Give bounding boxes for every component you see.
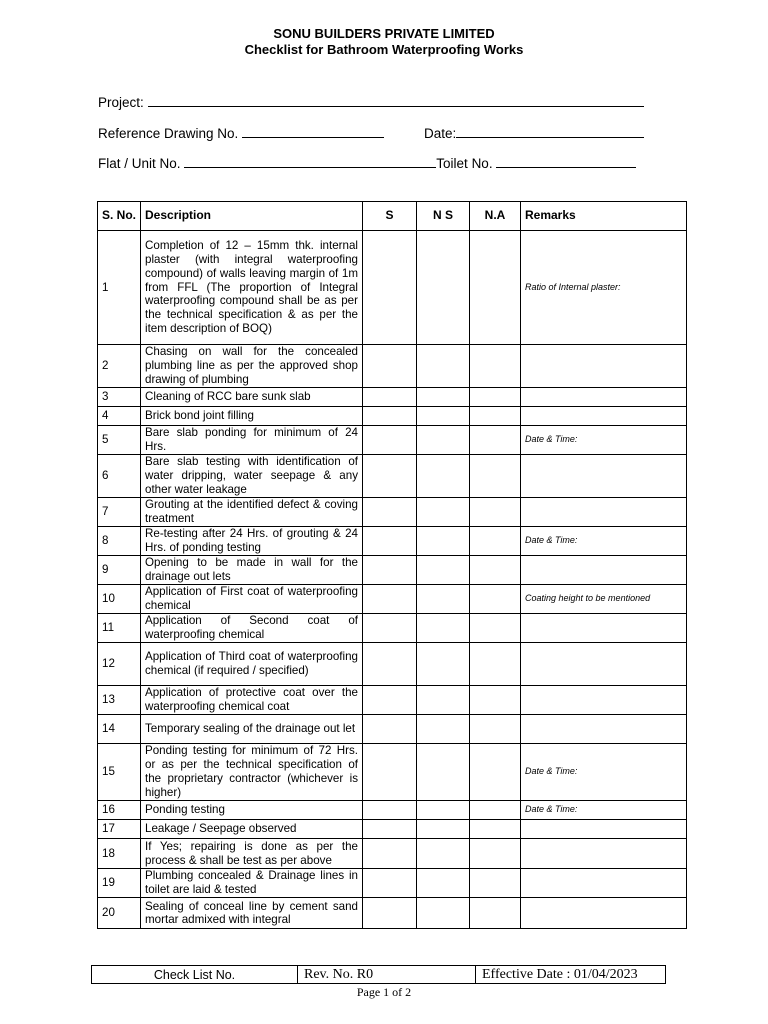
table-row <box>98 820 687 839</box>
row-description: Ponding testing <box>141 801 363 820</box>
row-number: 2 <box>98 345 141 388</box>
table-row <box>98 686 687 715</box>
status-s-cell[interactable] <box>363 643 417 686</box>
status-na-cell[interactable] <box>470 686 521 715</box>
status-na-cell[interactable] <box>470 498 521 527</box>
row-description: Completion of 12 – 15mm thk. internal plaster (with integral waterproofing compound) of walls leaving margin of 1m from FFL (The proportion of Integral waterproofing compound shall be as per the technical specification & as per the item description of BOQ) <box>141 231 363 345</box>
status-ns-cell[interactable] <box>417 231 470 345</box>
project-blank-line <box>148 94 644 107</box>
status-na-cell[interactable] <box>470 231 521 345</box>
remarks-cell[interactable] <box>521 869 687 898</box>
status-s-cell[interactable] <box>363 869 417 898</box>
row-description: Application of Second coat of waterproofing chemical <box>141 614 363 643</box>
date-field <box>424 125 644 141</box>
row-description: If Yes; repairing is done as per the process & shall be test as per above <box>141 839 363 869</box>
status-ns-cell[interactable] <box>417 345 470 388</box>
table-row <box>98 744 687 801</box>
status-ns-cell[interactable] <box>417 820 470 839</box>
document-title: Checklist for Bathroom Waterproofing Works <box>244 42 524 57</box>
status-ns-cell[interactable] <box>417 407 470 426</box>
status-na-cell[interactable] <box>470 869 521 898</box>
status-ns-cell[interactable] <box>417 455 470 498</box>
remarks-cell[interactable]: Date & Time: <box>521 744 687 801</box>
status-s-cell[interactable] <box>363 614 417 643</box>
row-description: Opening to be made in wall for the drainage out lets <box>141 556 363 585</box>
row-description: Application of First coat of waterproofing chemical <box>141 585 363 614</box>
row-description-text: Sealing of conceal line by cement sand mortar admixed with integral <box>145 899 358 927</box>
remarks-cell[interactable]: Date & Time: <box>521 527 687 556</box>
project-field <box>98 94 644 110</box>
date-label: Date: <box>424 126 457 141</box>
row-number: 14 <box>98 715 141 744</box>
table-row <box>98 614 687 643</box>
row-description: Application of Third coat of waterproofing chemical (if required / specified) <box>141 643 363 686</box>
table-row <box>98 715 687 744</box>
status-na-cell[interactable] <box>470 426 521 455</box>
row-description: Plumbing concealed & Drainage lines in toilet are laid & tested <box>141 869 363 898</box>
status-ns-cell[interactable] <box>417 715 470 744</box>
row-number: 16 <box>98 801 141 820</box>
row-description: Application of protective coat over the waterproofing chemical coat <box>141 686 363 715</box>
status-ns-cell[interactable] <box>417 556 470 585</box>
remarks-cell[interactable] <box>521 388 687 407</box>
row-number: 18 <box>98 839 141 869</box>
table-row <box>98 388 687 407</box>
status-s-cell[interactable] <box>363 556 417 585</box>
status-ns-cell[interactable] <box>417 801 470 820</box>
toilet-label: Toilet No. <box>436 156 493 171</box>
status-s-cell[interactable] <box>363 820 417 839</box>
row-number: 10 <box>98 585 141 614</box>
status-s-cell[interactable] <box>363 407 417 426</box>
row-number: 20 <box>98 898 141 929</box>
company-name: SONU BUILDERS PRIVATE LIMITED <box>273 26 495 41</box>
remarks-cell[interactable]: Date & Time: <box>521 426 687 455</box>
row-number: 4 <box>98 407 141 426</box>
row-number: 9 <box>98 556 141 585</box>
page-number: Page 1 of 2 <box>356 985 412 999</box>
table-row <box>98 556 687 585</box>
table-row <box>98 643 687 686</box>
reference-drawing-blank-line <box>242 125 384 138</box>
status-na-cell[interactable] <box>470 614 521 643</box>
status-na-cell[interactable] <box>470 801 521 820</box>
status-s-cell[interactable] <box>363 345 417 388</box>
status-na-cell[interactable] <box>470 643 521 686</box>
header-ns: N S <box>417 202 470 231</box>
table-row <box>98 345 687 388</box>
status-ns-cell[interactable] <box>417 388 470 407</box>
status-na-cell[interactable] <box>470 585 521 614</box>
flat-unit-blank-line <box>184 155 436 168</box>
status-s-cell[interactable] <box>363 498 417 527</box>
status-na-cell[interactable] <box>470 455 521 498</box>
row-number: 7 <box>98 498 141 527</box>
date-blank-line <box>456 125 644 138</box>
row-description: Re-testing after 24 Hrs. of grouting & 24 Hrs. of ponding testing <box>141 527 363 556</box>
status-s-cell[interactable] <box>363 455 417 498</box>
remarks-cell[interactable] <box>521 643 687 686</box>
table-row <box>98 839 687 869</box>
row-description: Leakage / Seepage observed <box>141 820 363 839</box>
remarks-cell[interactable]: Date & Time: <box>521 801 687 820</box>
row-number: 13 <box>98 686 141 715</box>
status-s-cell[interactable] <box>363 426 417 455</box>
row-description <box>141 898 363 929</box>
status-ns-cell[interactable] <box>417 585 470 614</box>
header-description: Description <box>141 202 363 231</box>
toilet-blank-line <box>496 155 636 168</box>
checklist-table <box>97 201 687 929</box>
remarks-cell[interactable] <box>521 455 687 498</box>
remarks-cell[interactable] <box>521 345 687 388</box>
remarks-cell[interactable] <box>521 498 687 527</box>
status-na-cell[interactable] <box>470 715 521 744</box>
revision-number-cell: Rev. No. R0 <box>298 966 476 984</box>
status-ns-cell[interactable] <box>417 869 470 898</box>
table-row <box>98 585 687 614</box>
effective-date-cell: Effective Date : 01/04/2023 <box>476 966 666 984</box>
status-ns-cell[interactable] <box>417 839 470 869</box>
status-s-cell[interactable] <box>363 388 417 407</box>
status-ns-cell[interactable] <box>417 527 470 556</box>
row-description: Grouting at the identified defect & coving treatment <box>141 498 363 527</box>
remarks-cell[interactable] <box>521 839 687 869</box>
remarks-cell[interactable]: Ratio of Internal plaster: <box>521 231 687 345</box>
row-description: Temporary sealing of the drainage out let <box>141 715 363 744</box>
status-na-cell[interactable] <box>470 820 521 839</box>
status-ns-cell[interactable] <box>417 744 470 801</box>
status-s-cell[interactable] <box>363 527 417 556</box>
row-number: 19 <box>98 869 141 898</box>
table-row <box>98 498 687 527</box>
table-row <box>98 869 687 898</box>
project-label: Project: <box>98 95 144 110</box>
table-row <box>98 455 687 498</box>
row-description: Ponding testing for minimum of 72 Hrs. or as per the technical specification of the proprietary contractor (whichever is higher) <box>141 744 363 801</box>
header-na: N.A <box>470 202 521 231</box>
checklist-number-cell: Check List No. <box>92 966 298 984</box>
status-na-cell[interactable] <box>470 898 521 929</box>
row-number: 12 <box>98 643 141 686</box>
status-na-cell[interactable] <box>470 345 521 388</box>
status-s-cell[interactable] <box>363 839 417 869</box>
status-na-cell[interactable] <box>470 388 521 407</box>
row-description: Brick bond joint filling <box>141 407 363 426</box>
status-ns-cell[interactable] <box>417 898 470 929</box>
status-ns-cell[interactable] <box>417 643 470 686</box>
status-ns-cell[interactable] <box>417 614 470 643</box>
remarks-cell[interactable] <box>521 898 687 929</box>
status-s-cell[interactable] <box>363 585 417 614</box>
row-number: 11 <box>98 614 141 643</box>
table-row <box>98 231 687 345</box>
document-footer <box>91 965 666 984</box>
remarks-cell[interactable] <box>521 715 687 744</box>
table-row <box>98 407 687 426</box>
status-na-cell[interactable] <box>470 839 521 869</box>
reference-drawing-label: Reference Drawing No. <box>98 126 239 141</box>
header-s: S <box>363 202 417 231</box>
row-description: Bare slab testing with identification of water dripping, water seepage & any other water leakage <box>141 455 363 498</box>
status-s-cell[interactable] <box>363 898 417 929</box>
row-number: 3 <box>98 388 141 407</box>
row-description: Bare slab ponding for minimum of 24 Hrs. <box>141 426 363 455</box>
flat-unit-field <box>98 155 636 171</box>
status-na-cell[interactable] <box>470 527 521 556</box>
remarks-cell[interactable] <box>521 407 687 426</box>
status-s-cell[interactable] <box>363 686 417 715</box>
table-row <box>98 898 687 929</box>
table-row <box>98 426 687 455</box>
status-ns-cell[interactable] <box>417 498 470 527</box>
row-description: Cleaning of RCC bare sunk slab <box>141 388 363 407</box>
status-na-cell[interactable] <box>470 556 521 585</box>
row-number: 15 <box>98 744 141 801</box>
status-s-cell[interactable] <box>363 801 417 820</box>
table-row <box>98 801 687 820</box>
remarks-cell[interactable] <box>521 614 687 643</box>
row-number: 6 <box>98 455 141 498</box>
row-number: 5 <box>98 426 141 455</box>
row-description: Chasing on wall for the concealed plumbing line as per the approved shop drawing of plumbing <box>141 345 363 388</box>
row-number: 1 <box>98 231 141 345</box>
status-na-cell[interactable] <box>470 744 521 801</box>
remarks-cell[interactable]: Coating height to be mentioned <box>521 585 687 614</box>
row-number: 8 <box>98 527 141 556</box>
reference-drawing-field <box>98 125 384 141</box>
table-header-row <box>98 202 687 231</box>
table-row <box>98 527 687 556</box>
status-ns-cell[interactable] <box>417 426 470 455</box>
row-number: 17 <box>98 820 141 839</box>
status-s-cell[interactable] <box>363 715 417 744</box>
flat-unit-label: Flat / Unit No. <box>98 156 181 171</box>
remarks-cell[interactable] <box>521 820 687 839</box>
remarks-cell[interactable] <box>521 686 687 715</box>
status-s-cell[interactable] <box>363 744 417 801</box>
status-na-cell[interactable] <box>470 407 521 426</box>
remarks-cell[interactable] <box>521 556 687 585</box>
header-sno: S. No. <box>98 202 141 231</box>
status-ns-cell[interactable] <box>417 686 470 715</box>
status-s-cell[interactable] <box>363 231 417 345</box>
header-remarks: Remarks <box>521 202 687 231</box>
